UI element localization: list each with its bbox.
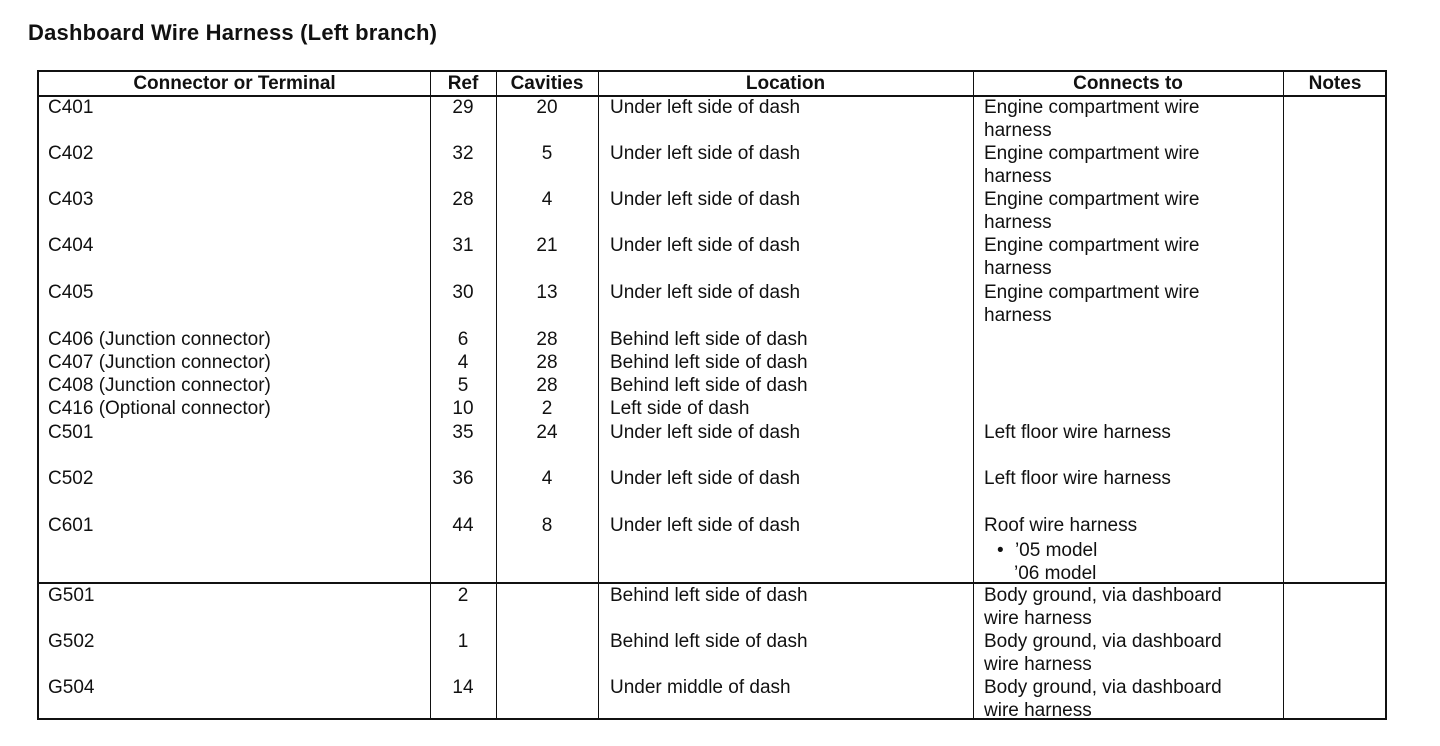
cell-connects-to: Engine compartment wire	[984, 97, 1200, 118]
cell-connects-to: Roof wire harness	[984, 515, 1138, 536]
cell-location: Under left side of dash	[610, 235, 801, 256]
cell-location: Behind left side of dash	[610, 585, 808, 606]
cell-connects-to: Left floor wire harness	[984, 422, 1171, 443]
cell-location: Under left side of dash	[610, 97, 801, 118]
column-divider	[973, 72, 974, 718]
cell-cavities: 8	[541, 515, 553, 536]
harness-table	[37, 70, 1387, 720]
cell-ref: 2	[457, 585, 469, 606]
cell-connects-to-cont: wire harness	[984, 700, 1092, 721]
c601-model-06-label: ’06 model	[1014, 563, 1097, 584]
cell-location: Under left side of dash	[610, 282, 801, 303]
cell-cavities: 13	[536, 282, 558, 303]
cell-location: Under left side of dash	[610, 143, 801, 164]
cell-cavities: 4	[541, 189, 553, 210]
cell-cavities: 28	[536, 329, 558, 350]
cell-connector: C416 (Optional connector)	[48, 398, 271, 419]
cell-ref: 5	[457, 375, 469, 396]
cell-connects-to: Engine compartment wire	[984, 189, 1200, 210]
cell-connects-to: Body ground, via dashboard	[984, 631, 1222, 652]
cell-connector: C403	[48, 189, 94, 210]
cell-location: Under left side of dash	[610, 515, 801, 536]
cell-cavities: 20	[536, 97, 558, 118]
cell-ref: 32	[452, 143, 474, 164]
cell-connector: C408 (Junction connector)	[48, 375, 271, 396]
cell-connects-to: Engine compartment wire	[984, 235, 1200, 256]
cell-ref: 44	[452, 515, 474, 536]
header-connector: Connector or Terminal	[133, 73, 336, 94]
cell-cavities: 5	[541, 143, 553, 164]
cell-connects-to: Engine compartment wire	[984, 143, 1200, 164]
cell-connects-to: Body ground, via dashboard	[984, 585, 1222, 606]
page-title: Dashboard Wire Harness (Left branch)	[28, 20, 438, 45]
cell-connector: C406 (Junction connector)	[48, 329, 271, 350]
cell-ref: 1	[457, 631, 469, 652]
cell-ref: 36	[452, 468, 474, 489]
c601-model-05	[997, 539, 1097, 562]
cell-ref: 35	[452, 422, 474, 443]
cell-connects-to-cont: harness	[984, 166, 1052, 187]
header-notes: Notes	[1308, 73, 1362, 94]
cell-connects-to-cont: harness	[984, 305, 1052, 326]
header-ref: Ref	[447, 73, 479, 94]
cell-connects-to-cont: wire harness	[984, 654, 1092, 675]
cell-connector: C401	[48, 97, 94, 118]
cell-cavities: 28	[536, 352, 558, 373]
cell-connector: C405	[48, 282, 94, 303]
cell-connector: C502	[48, 468, 94, 489]
cell-ref: 30	[452, 282, 474, 303]
cell-location: Under left side of dash	[610, 468, 801, 489]
cell-location: Behind left side of dash	[610, 375, 808, 396]
c601-model-05-label: ’05 model	[1014, 540, 1098, 561]
cell-cavities: 4	[541, 468, 553, 489]
column-divider	[1283, 72, 1284, 718]
cell-ref: 29	[452, 97, 474, 118]
cell-ref: 4	[457, 352, 469, 373]
cell-connector: C404	[48, 235, 94, 256]
cell-location: Under left side of dash	[610, 189, 801, 210]
cell-location: Left side of dash	[610, 398, 750, 419]
cell-ref: 31	[452, 235, 474, 256]
cell-location: Behind left side of dash	[610, 329, 808, 350]
cell-connector: C402	[48, 143, 94, 164]
cell-connector: G502	[48, 631, 95, 652]
cell-connector: G501	[48, 585, 95, 606]
column-divider	[598, 72, 599, 718]
cell-connector: C501	[48, 422, 94, 443]
cell-location: Behind left side of dash	[610, 631, 808, 652]
cell-cavities: 2	[541, 398, 553, 419]
cell-connector: C601	[48, 515, 94, 536]
cell-cavities: 24	[536, 422, 558, 443]
header-connects-to: Connects to	[1073, 73, 1183, 94]
cell-connects-to: Left floor wire harness	[984, 468, 1171, 489]
cell-connects-to: Engine compartment wire	[984, 282, 1200, 303]
cell-location: Behind left side of dash	[610, 352, 808, 373]
cell-connector: C407 (Junction connector)	[48, 352, 271, 373]
cell-ref: 6	[457, 329, 469, 350]
cell-ref: 10	[452, 398, 474, 419]
cell-connects-to-cont: harness	[984, 212, 1052, 233]
bullet-icon: •	[997, 540, 1004, 561]
cell-cavities: 28	[536, 375, 558, 396]
cell-connects-to: Body ground, via dashboard	[984, 677, 1222, 698]
cell-connects-to-cont: harness	[984, 258, 1052, 279]
header-location: Location	[745, 73, 826, 94]
cell-ref: 14	[452, 677, 474, 698]
cell-location: Under left side of dash	[610, 422, 801, 443]
cell-connects-to-cont: wire harness	[984, 608, 1092, 629]
cell-location: Under middle of dash	[610, 677, 791, 698]
cell-connector: G504	[48, 677, 95, 698]
cell-ref: 28	[452, 189, 474, 210]
cell-connects-to-cont: harness	[984, 120, 1052, 141]
cell-cavities: 21	[536, 235, 558, 256]
header-cavities: Cavities	[510, 73, 584, 94]
